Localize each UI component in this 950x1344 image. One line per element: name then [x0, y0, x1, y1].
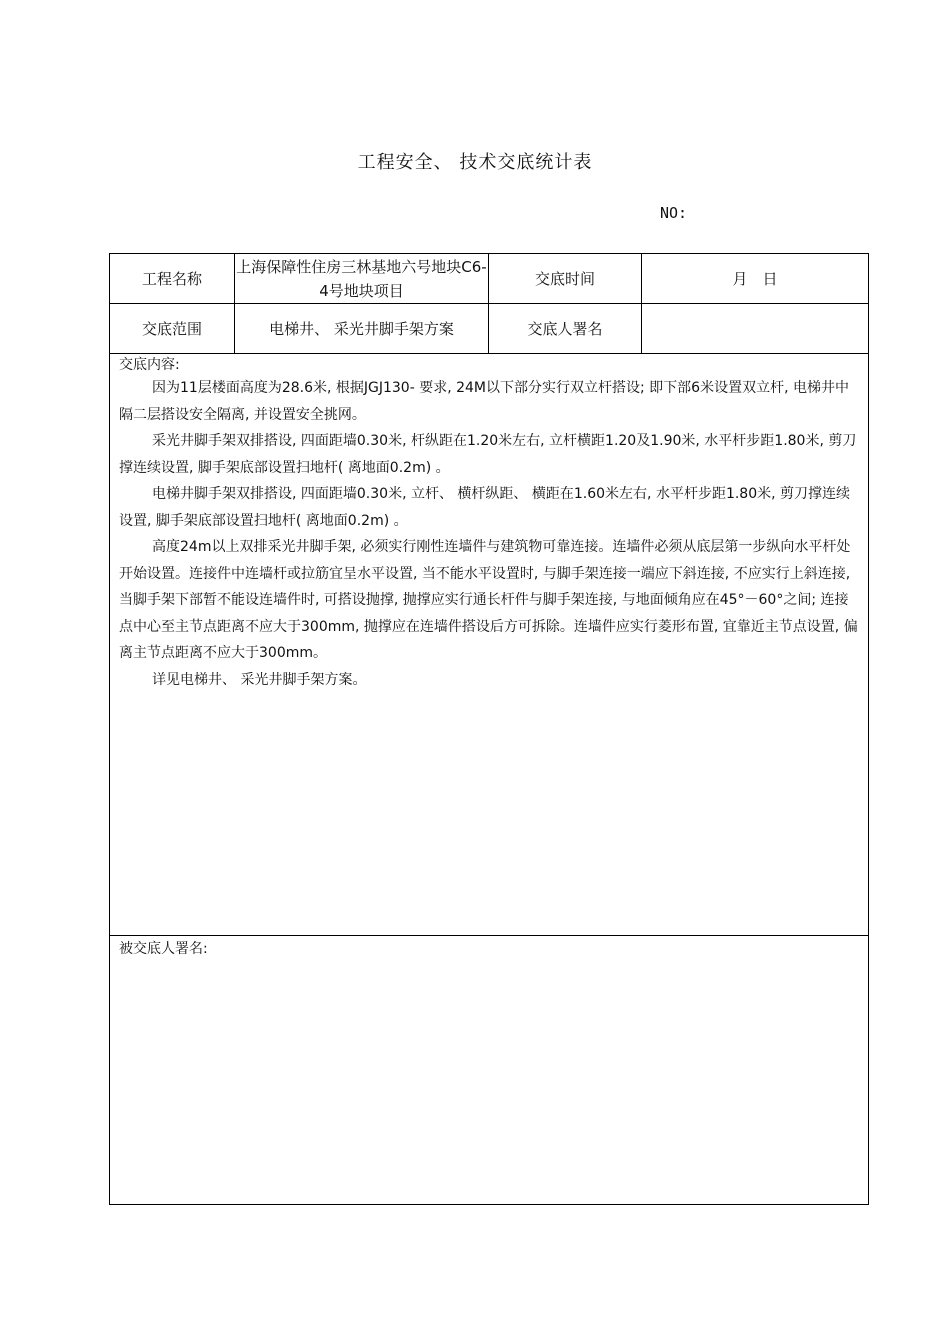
project-name-value: 上海保障性住房三林基地六号地块C6-4号地块项目	[235, 254, 489, 304]
content-paragraph: 因为11层楼面高度为28.6米, 根据JGJ130- 要求, 24M以下部分实行双立杆搭设; 即下部6米设置双立杆, 电梯井中隔二层搭设安全隔离, 并设置安全挑网。	[119, 380, 849, 423]
content-heading: 交底内容:	[119, 357, 180, 373]
project-name-label: 工程名称	[110, 254, 235, 304]
recipient-signature-label: 被交底人署名:	[119, 941, 208, 957]
scope-value: 电梯井、 采光井脚手架方案	[235, 304, 489, 354]
document-number-label: NO:	[660, 204, 688, 222]
signature-row	[110, 936, 869, 1205]
handover-form-table	[109, 253, 869, 1205]
handover-time-value: 月 日	[642, 254, 869, 304]
document-title: 工程安全、 技术交底统计表	[357, 152, 593, 173]
signature-cell	[110, 936, 869, 1205]
content-cell	[110, 354, 869, 936]
content-row	[110, 354, 869, 936]
content-paragraph: 高度24m以上双排采光井脚手架, 必须实行刚性连墙件与建筑物可靠连接。连墙件必须从底层第一步纵向水平杆处开始设置。连接件中连墙杆或拉筋宜呈水平设置, 当不能水平设置时, 与脚手架连接一端应下斜连接, 不应实行上斜连接, 当脚手架下部暂不能设连墙件时, 可搭设抛撑, 抛撑应实行通长杆件与脚手架连接, 与地面倾角应在45°－60°之间; 连接点中心至主节点距离不应大于300mm, 抛撑应在连墙件搭设后方可拆除。连墙件应实行菱形布置, 宜靠近主节点设置, 偏离主节点距离不应大于300mm。	[119, 539, 858, 661]
signer-value	[642, 304, 869, 354]
content-paragraph: 采光井脚手架双排搭设, 四面距墙0.30米, 杆纵距在1.20米左右, 立杆横距1.20及1.90米, 水平杆步距1.80米, 剪刀撑连续设置, 脚手架底部设置扫地杆( 离地面0.2m) 。	[119, 433, 857, 476]
content-paragraph: 电梯井脚手架双排搭设, 四面距墙0.30米, 立杆、 横杆纵距、 横距在1.60米左右, 水平杆步距1.80米, 剪刀撑连续设置, 脚手架底部设置扫地杆( 离地面0.2m) 。	[119, 486, 851, 529]
scope-label: 交底范围	[110, 304, 235, 354]
handover-time-label: 交底时间	[489, 254, 642, 304]
content-paragraph: 详见电梯井、 采光井脚手架方案。	[152, 671, 367, 688]
signer-label: 交底人署名	[489, 304, 642, 354]
project-row	[110, 254, 869, 304]
scope-row	[110, 304, 869, 354]
